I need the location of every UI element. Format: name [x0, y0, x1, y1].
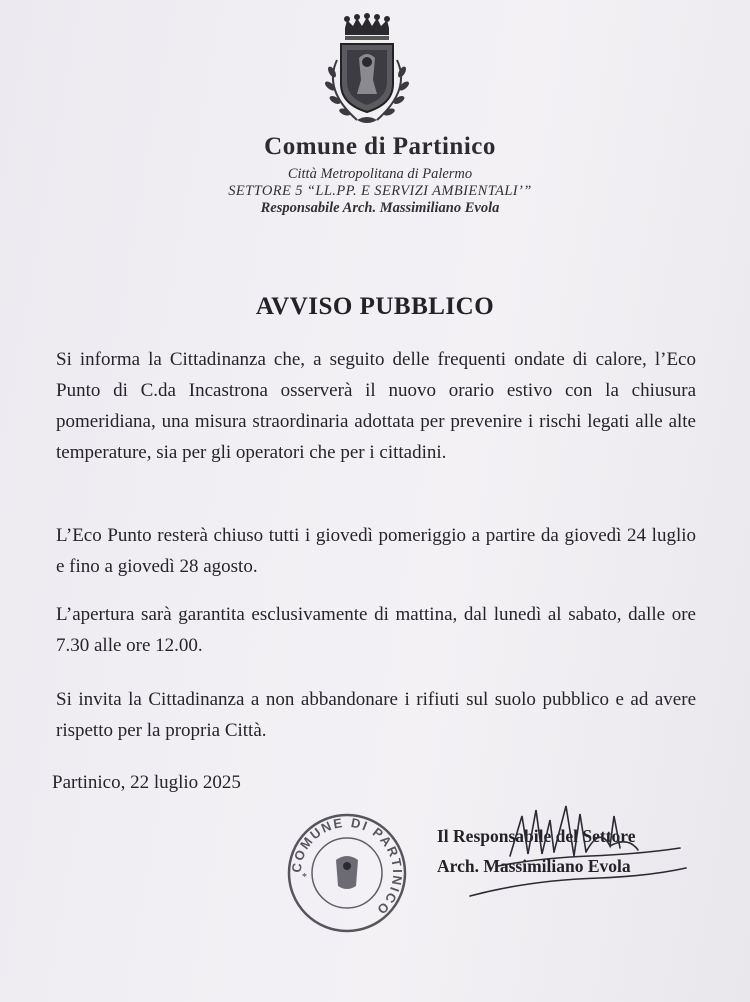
sector-name: SETTORE 5 “LL.PP. E SERVIZI AMBIENTALI’”: [228, 183, 532, 199]
notice-paragraph-1: Si informa la Cittadinanza che, a seguito delle frequenti ondate di calore, l’Eco Punto di C.da Incastrona osserverà il nuovo orario estivo con la chiusura pomeridiana, una misura straordinaria adottata per prevenire i rischi legati alle alte temperature, sia per gli operatori che per i cittadini.: [56, 349, 696, 463]
svg-text:*: *: [302, 872, 307, 883]
signer-name: Arch. Massimiliano Evola: [437, 856, 631, 876]
notice-paragraph-3: L’apertura sarà garantita esclusivamente di mattina, dal lunedì al sabato, dalle ore 7.30 alle ore 12.00.: [56, 604, 696, 656]
notice-paragraph-2: L’Eco Punto resterà chiuso tutti i giovedì pomeriggio a partire da giovedì 24 luglio e fino a giovedì 28 agosto.: [56, 525, 696, 577]
sector-manager: Responsabile Arch. Massimiliano Evola: [260, 200, 500, 216]
notice-date: Partinico, 22 luglio 2025: [52, 772, 241, 793]
notice-title: AVVISO PUBBLICO: [255, 293, 495, 320]
svg-text:COMUNE DI PARTINICO: COMUNE DI PARTINICO: [288, 814, 406, 919]
metropolitan-city: Città Metropolitana di Palermo: [287, 166, 473, 182]
partinico-coat-of-arms-icon: [317, 10, 417, 130]
municipal-stamp-icon: [284, 810, 410, 936]
signer-role: Il Responsabile del Settore: [437, 826, 636, 846]
municipality-name: Comune di Partinico: [264, 133, 496, 160]
handwritten-signature-icon: [450, 796, 690, 908]
notice-paragraph-4: Si invita la Cittadinanza a non abbandonare i rifiuti sul suolo pubblico e ad avere rispetto per la propria Città.: [56, 689, 696, 741]
